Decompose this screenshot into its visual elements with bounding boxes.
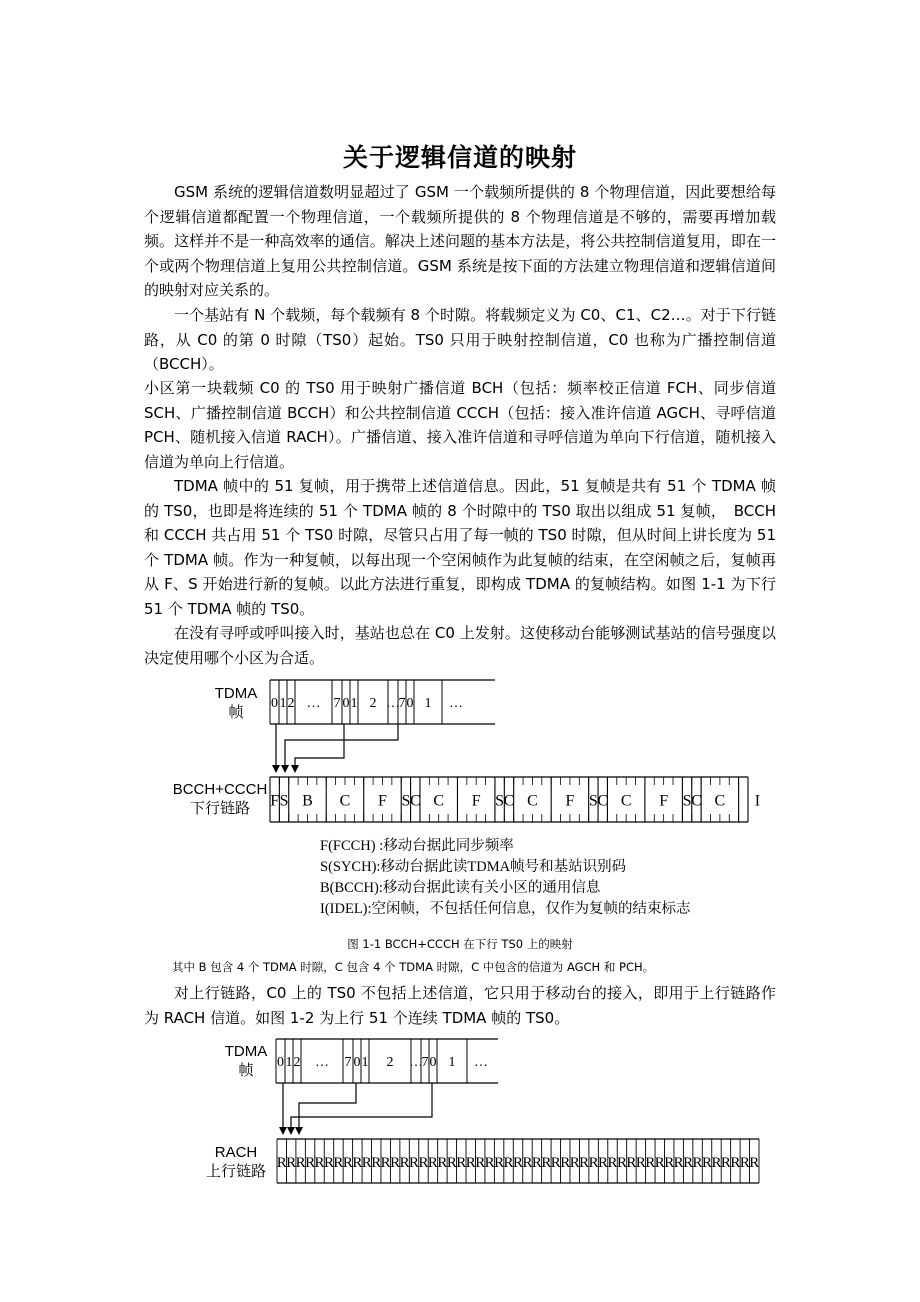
fig2-rach-cell: R — [645, 1155, 656, 1171]
fig1-mux-cell: F — [471, 792, 481, 810]
fig1-frame-cell: … — [449, 696, 463, 711]
fig2-rach-cell: R — [711, 1155, 722, 1171]
fig2-rach-cell: R — [749, 1155, 760, 1171]
legend-bcch: B(BCCH):移动台据此读有关小区的通用信息 — [320, 880, 601, 896]
fig2-rach-cell: R — [664, 1155, 675, 1171]
fig1-mux-cell: I — [754, 792, 761, 810]
fig1-mux-label-line2: 下行链路 — [189, 800, 250, 817]
fig2-rach-cell: R — [512, 1155, 524, 1171]
fig2-frame-cell: 1 — [285, 1055, 293, 1070]
fig1-frame-label — [206, 684, 266, 722]
legend-fcch: F(FCCH) :移动台据此同步频率 — [320, 838, 514, 854]
fig1-frame-cell: 1 — [279, 696, 287, 711]
fig1-frame-cell: 7 — [333, 696, 341, 711]
fig1-mux-label-line1: BCCH+CCCH — [172, 781, 268, 798]
fig2-rach-cell: R — [295, 1155, 306, 1171]
fig1-mux-cell: C — [503, 792, 515, 810]
fig1-mux-cell: B — [302, 792, 313, 810]
fig2-rach-cell: R — [579, 1155, 590, 1171]
fig1-mux-cell: F — [565, 792, 575, 810]
fig1-arrowhead — [291, 765, 299, 773]
fig1-mux-cell: C — [620, 792, 632, 810]
fig2-rach-cell: R — [484, 1155, 495, 1171]
fig2-frame-cell: 0 — [353, 1055, 361, 1070]
fig2-rach-cell: R — [569, 1155, 580, 1171]
fig2-rach-cell: R — [418, 1155, 429, 1171]
fig1-frame-label-line2: 帧 — [228, 704, 244, 721]
fig1-connector — [295, 724, 344, 767]
fig1-mux-cell: C — [433, 792, 445, 810]
fig2-rach-cell: R — [305, 1155, 316, 1171]
fig2-rach-cell: R — [692, 1155, 703, 1171]
fig2-rach-cell: R — [588, 1155, 599, 1171]
fig2-uplink-label-line2: 上行链路 — [205, 1163, 266, 1180]
fig1-mux-cell: S — [495, 792, 505, 810]
fig1-frame-cell: 0 — [271, 696, 278, 711]
fig2-rach-cell: R — [342, 1155, 353, 1171]
fig1-frame-cell: 2 — [369, 696, 377, 711]
fig1-mux-cell: C — [597, 792, 609, 810]
paragraph-3: 小区第一块载频 C0 的 TS0 用于映射广播信道 BCH（包括：频率校正信道 FCH、同步信道 SCH、广播控制信道 BCCH）和公共控制信道 CCCH（包括：接入准许信道 AGCH、寻呼信道 PCH、随机接入信道 RACH）。广播信道、接入准许信道和寻呼信道为单向下行信道，随机接入信道为单向上行信道。 — [144, 379, 776, 471]
fig2-rach-cell: R — [531, 1155, 542, 1171]
fig2-rach-cell: R — [626, 1155, 637, 1171]
fig2-rach-cell: R — [683, 1155, 694, 1171]
fig1-frame-cell: 1 — [350, 696, 358, 711]
fig2-rach-cell: R — [560, 1155, 571, 1171]
fig1-mux-cell: C — [714, 792, 726, 810]
fig1-legend — [320, 836, 691, 920]
fig2-connector — [291, 1083, 432, 1129]
fig1-caption: 图 1-1 BCCH+CCCH 在下行 TS0 上的映射 — [347, 937, 573, 951]
fig1-connector — [285, 724, 398, 767]
fig2-rach-cell: R — [616, 1155, 627, 1171]
fig1-mux-cell: F — [659, 792, 669, 810]
fig2-frame-cell: 0 — [277, 1055, 284, 1070]
fig2-rach-cell: R — [730, 1155, 741, 1171]
fig1-frame-cell: 7 — [398, 696, 406, 711]
fig1-mux-cell: S — [401, 792, 411, 810]
fig2-rach-cell: R — [607, 1155, 618, 1171]
fig2-frame-label-line2: 帧 — [238, 1062, 254, 1079]
fig2-rach-cell: R — [323, 1155, 334, 1171]
fig2-rach-cell: R — [654, 1155, 665, 1171]
fig2-arrowhead — [295, 1127, 303, 1135]
fig2-connector — [299, 1083, 356, 1129]
fig1-mux-cell: F — [270, 792, 280, 810]
fig2-frame-cell: 1 — [361, 1055, 369, 1070]
fig2-rach-cell: R — [446, 1155, 457, 1171]
fig2-rach-cell: R — [550, 1155, 561, 1171]
fig2-rach-cell: R — [522, 1155, 533, 1171]
fig1-mux-cell: S — [682, 792, 692, 810]
fig2-rach-cell: R — [333, 1155, 344, 1171]
fig2-frame-cell: 7 — [344, 1055, 352, 1070]
fig1-frame-cell: 1 — [424, 696, 432, 711]
fig2-rach-cell: R — [598, 1155, 609, 1171]
fig1-mux-cell: C — [409, 792, 421, 810]
fig1-frame-cell: 0 — [406, 696, 414, 711]
fig2-rach-cell: R — [286, 1155, 297, 1171]
fig1-mux-cell: S — [588, 792, 598, 810]
fig2-rach-cell: R — [475, 1155, 486, 1171]
fig2-arrowhead — [287, 1127, 295, 1135]
fig2-rach-cell: R — [494, 1155, 505, 1171]
fig2-rach-cell: R — [380, 1155, 391, 1171]
fig2-frame-cell: … — [474, 1055, 488, 1070]
fig1-mux-cell: S — [279, 792, 289, 810]
fig2-uplink-label — [196, 1143, 276, 1181]
fig1-frame-cell: … — [386, 696, 400, 711]
page-title: 关于逻辑信道的映射 — [342, 143, 577, 172]
fig1-note: 其中 B 包含 4 个 TDMA 时隙，C 包含 4 个 TDMA 时隙，C 中包含的信道为 AGCH 和 PCH。 — [172, 960, 655, 974]
fig1-arrowhead — [281, 765, 289, 773]
fig2-rach-cell: R — [702, 1155, 713, 1171]
fig1-mux-cell: F — [378, 792, 387, 810]
paragraph-4: TDMA 帧中的 51 复帧，用于携带上述信道信息。因此，51 复帧是共有 51 个 TDMA 帧的 TS0，也即是将连续的 51 个 TDMA 帧的 8 个时隙中的 TS0 取出以组成 51 复帧， BCCH 和 CCCH 共占用 51 个 TS0 时隙，尽管只占用了每一帧的 TS0 时隙，但从时间上讲长度为 51 个 TDMA 帧。作为一种复帧，以每出现一个空闲帧作为此复帧的结束，在空闲帧之后，复帧再从 F、S 开始进行新的复帧。以此方法进行重复，即构成 TDMA 的复帧结构。如图 1-1 为下行 51 个 TDMA 帧的 TS0。 — [144, 477, 776, 618]
fig1-mux-cell: C — [691, 792, 702, 810]
fig2-frame-cell: 2 — [386, 1055, 394, 1070]
fig2-frame-label — [216, 1042, 276, 1080]
fig2-rach-cell: R — [720, 1155, 731, 1171]
fig2-rach-cell: R — [390, 1155, 401, 1171]
fig2-uplink-label-line1: RACH — [214, 1144, 258, 1161]
fig2-rach-cell: R — [541, 1155, 552, 1171]
fig2-frame-label-line1: TDMA — [224, 1043, 268, 1060]
fig2-rach-cell: R — [437, 1155, 448, 1171]
fig1-mux-cell: C — [339, 792, 351, 810]
fig2-rach-cell: R — [371, 1155, 382, 1171]
fig2-frame-cell: … — [409, 1055, 423, 1070]
legend-sych: S(SYCH):移动台据此读TDMA帧号和基站识别码 — [320, 859, 627, 875]
fig2-frame-cell: … — [315, 1055, 329, 1070]
fig2-frame-cell: 1 — [448, 1055, 456, 1070]
fig2-rach-cell: R — [276, 1155, 287, 1171]
paragraph-5: 在没有寻呼或呼叫接入时，基站也总在 C0 上发射。这使移动台能够测试基站的信号强度以决定使用哪个小区为合适。 — [144, 624, 776, 667]
fig2-rach-cell: R — [409, 1155, 420, 1171]
fig1-frame-label-line1: TDMA — [214, 685, 258, 702]
fig1-arrowhead — [272, 765, 280, 773]
fig1-mux-label — [170, 780, 270, 818]
fig2-rach-cell: R — [352, 1155, 363, 1171]
paragraph-1: GSM 系统的逻辑信道数明显超过了 GSM 一个载频所提供的 8 个物理信道，因此要想给每个逻辑信道都配置一个物理信道，一个载频所提供的 8 个物理信道是不够的，需要再增加载频。这样并不是一种高效率的通信。解决上述问题的基本方法是，将公共控制信道复用，即在一个或两个物理信道上复用公共控制信道。GSM 系统是按下面的方法建立物理信道和逻辑信道间的映射对应关系的。 — [144, 183, 776, 299]
fig1-frame-cell: … — [306, 696, 321, 711]
fig1-frame-cell: 2 — [287, 696, 295, 711]
fig2-frame-cell: 2 — [293, 1055, 301, 1070]
fig2-rach-cell: R — [427, 1155, 438, 1171]
fig2-rach-cell: R — [739, 1155, 750, 1171]
legend-idle: I(IDEL):空闲帧，不包括任何信息，仅作为复帧的结束标志 — [320, 901, 691, 917]
paragraph-6: 对上行链路，C0 上的 TS0 不包括上述信道，它只用于移动台的接入，即用于上行链路作为 RACH 信道。如图 1-2 为上行 51 个连续 TDMA 帧的 TS0。 — [144, 984, 776, 1027]
paragraph-2: 一个基站有 N 个载频，每个载频有 8 个时隙。将载频定义为 C0、C1、C2…。对于下行链路，从 C0 的第 0 时隙（TS0）起始。TS0 只用于映射控制信道，C0 也称为广播控制信道（BCCH）。 — [144, 306, 776, 373]
fig2-rach-cell: R — [635, 1155, 646, 1171]
fig2-rach-cell: R — [465, 1155, 476, 1171]
fig2-rach-cell: R — [503, 1155, 514, 1171]
fig2-rach-cell: R — [399, 1155, 410, 1171]
fig1-frame-cell: 0 — [342, 696, 350, 711]
fig2-frame-cell: 0 — [429, 1055, 437, 1070]
fig2-rach-cell: R — [673, 1155, 684, 1171]
fig2-arrowhead — [279, 1127, 287, 1135]
fig2-rach-cell: R — [456, 1155, 467, 1171]
fig2-rach-cell: R — [361, 1155, 372, 1171]
fig1-mux-cell: C — [527, 792, 538, 810]
fig2-frame-cell: 7 — [421, 1055, 429, 1070]
fig2-rach-cell: R — [314, 1155, 325, 1171]
